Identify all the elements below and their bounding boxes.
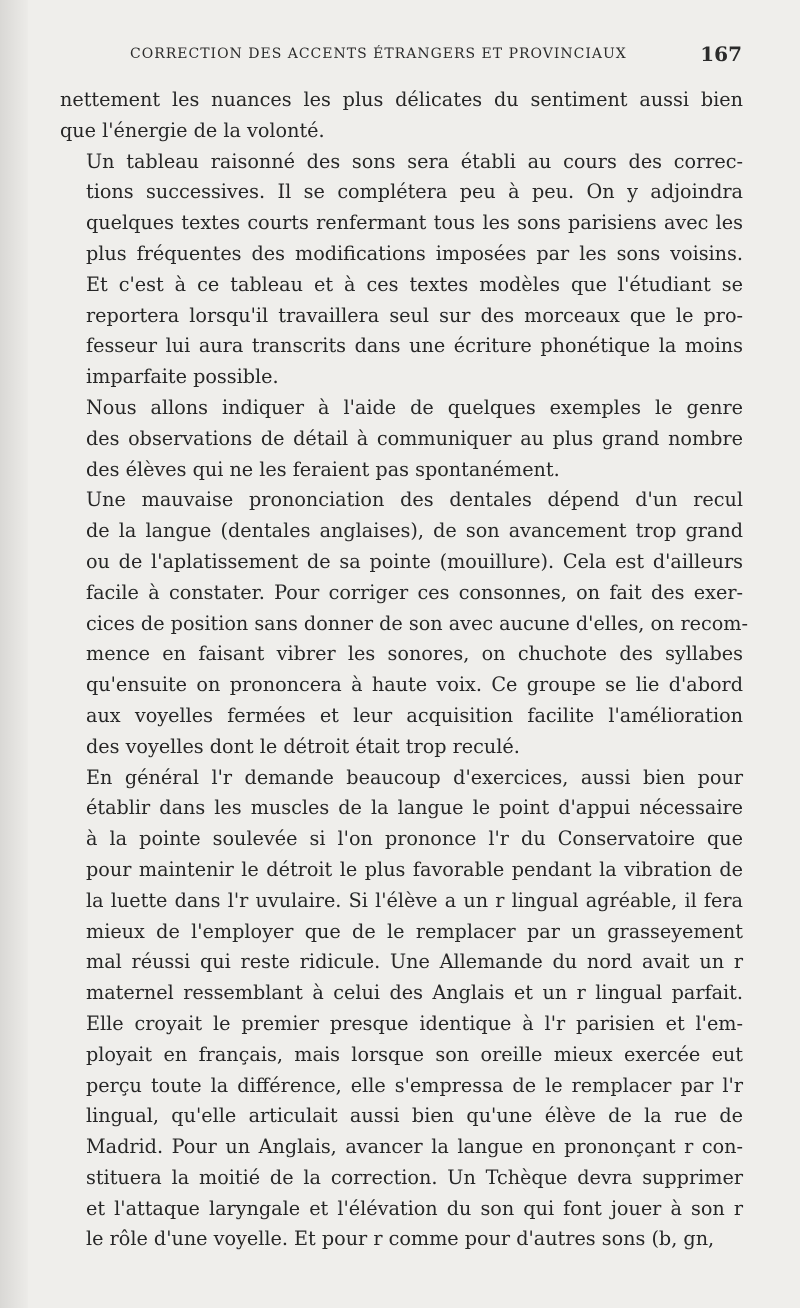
text-line: tions successives. Il se complétera peu à peu. On y adjoindra [86, 180, 743, 204]
text-line: qu'ensuite on prononcera à haute voix. Ce groupe se lie d'abord [86, 673, 743, 697]
text-line: mence en faisant vibrer les sonores, on chuchote des syllabes [86, 642, 743, 666]
text-line: En général l'r demande beaucoup d'exercices, aussi bien pour [86, 765, 743, 789]
paragraph [60, 485, 748, 762]
text-line: cices de position sans donner de son avec aucune d'elles, on recom- [86, 611, 748, 635]
text-line: ou de l'aplatissement de sa pointe (mouillure). Cela est d'ailleurs [86, 549, 743, 573]
text-line: Et c'est à ce tableau et à ces textes modèles que l'étudiant se [86, 272, 743, 296]
text-line: le rôle d'une voyelle. Et pour r comme pour d'autres sons (b, gn, [86, 1227, 715, 1251]
text-line: de la langue (dentales anglaises), de son avancement trop grand [86, 519, 743, 543]
page-gutter-shadow [0, 0, 28, 1308]
paragraph [60, 763, 743, 1256]
text-line: reportera lorsqu'il travaillera seul sur des morceaux que le pro- [86, 303, 743, 327]
text-line: Un tableau raisonné des sons sera établi au cours des correc- [86, 149, 743, 173]
text-line: ployait en français, mais lorsque son oreille mieux exercée eut [86, 1042, 743, 1066]
text-line: perçu toute la différence, elle s'empressa de le remplacer par l'r [86, 1073, 743, 1097]
text-line: plus fréquentes des modifications imposées par les sons voisins. [86, 241, 743, 265]
text-line: mieux de l'employer que de le remplacer par un grasseyement [86, 919, 743, 943]
text-line: facile à constater. Pour corriger ces consonnes, on fait des exer- [86, 580, 743, 604]
text-line: lingual, qu'elle articulait aussi bien qu'une élève de la rue de [86, 1104, 743, 1128]
text-line: maternel ressemblant à celui des Anglais et un r lingual parfait. [86, 981, 743, 1005]
text-line: Une mauvaise prononciation des dentales dépend d'un recul [86, 488, 743, 512]
paragraph [60, 393, 743, 485]
text-line: à la pointe soulevée si l'on prononce l'r du Conservatoire que [86, 827, 743, 851]
text-line: nettement les nuances les plus délicates du sentiment aussi bien [60, 88, 743, 111]
running-title: CORRECTION DES ACCENTS ÉTRANGERS ET PROVINCIAUX [130, 46, 627, 62]
text-line: Elle croyait le premier presque identique à l'r parisien et l'em- [86, 1011, 743, 1035]
text-line: des voyelles dont le détroit était trop reculé. [86, 734, 520, 758]
text-line: établir dans les muscles de la langue le point d'appui nécessaire [86, 796, 743, 820]
text-line: aux voyelles fermées et leur acquisition facilite l'amélioration [86, 703, 743, 727]
text-line: et l'attaque laryngale et l'élévation du son qui font jouer à son r [86, 1196, 743, 1220]
paragraph [60, 85, 743, 147]
text-line: Madrid. Pour un Anglais, avancer la langue en prononçant r con- [86, 1135, 743, 1159]
text-line: mal réussi qui reste ridicule. Une Allemande du nord avait un r [86, 950, 743, 974]
text-line: fesseur lui aura transcrits dans une écriture phonétique la moins [86, 334, 743, 358]
page-number: 167 [700, 42, 742, 66]
text-line: que l'énergie de la volonté. [60, 118, 325, 142]
text-line: quelques textes courts renfermant tous les sons parisiens avec les [86, 211, 743, 235]
text-line: Nous allons indiquer à l'aide de quelques exemples le genre [86, 395, 743, 419]
text-line: des élèves qui ne les feraient pas spontanément. [86, 457, 560, 481]
paragraph [60, 147, 743, 393]
text-line: stituera la moitié de la correction. Un Tchèque devra supprimer [86, 1165, 743, 1189]
text-line: pour maintenir le détroit le plus favorable pendant la vibration de [86, 857, 743, 881]
page-header [60, 40, 742, 70]
body-text [60, 85, 748, 1255]
text-line: des observations de détail à communiquer au plus grand nombre [86, 426, 743, 450]
text-line: imparfaite possible. [86, 365, 279, 389]
text-line: la luette dans l'r uvulaire. Si l'élève a un r lingual agréable, il fera [86, 888, 743, 912]
